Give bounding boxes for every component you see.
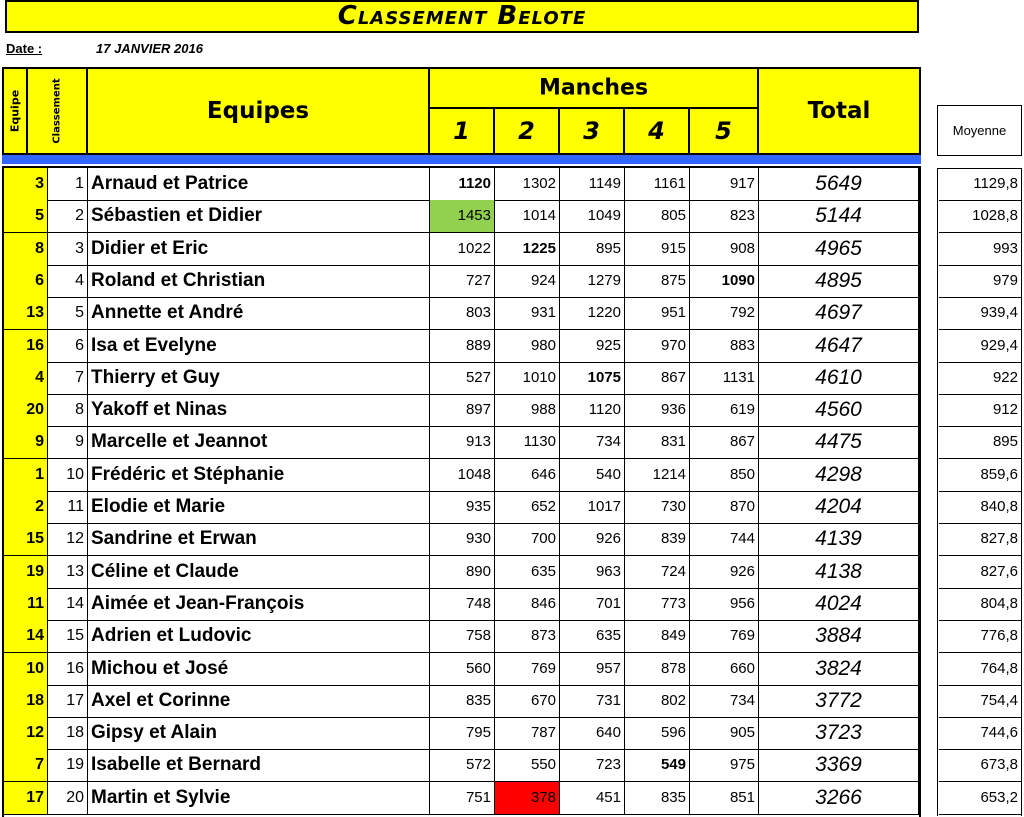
round-2-score: 769 — [495, 653, 560, 686]
team-number: 15 — [4, 523, 48, 556]
total-score: 4204 — [759, 491, 919, 524]
round-4-score: 549 — [625, 749, 690, 782]
header-round-4: 4 — [623, 107, 690, 155]
round-3-score: 734 — [560, 426, 625, 459]
round-4-score: 831 — [625, 426, 690, 459]
round-1-score: 930 — [430, 523, 495, 556]
round-2-score: 924 — [495, 265, 560, 298]
total-score: 4139 — [759, 523, 919, 556]
round-2-score: 1302 — [495, 168, 560, 201]
team-number: 1 — [4, 459, 48, 492]
round-5-score: 905 — [690, 717, 759, 750]
average-score: 776,8 — [939, 620, 1021, 653]
round-1-score: 890 — [430, 556, 495, 589]
rank: 6 — [48, 330, 88, 363]
team-name: Céline et Claude — [88, 556, 430, 589]
round-4-score: 875 — [625, 265, 690, 298]
rank: 11 — [48, 491, 88, 524]
team-name: Didier et Eric — [88, 233, 430, 266]
round-5-score: 823 — [690, 200, 759, 233]
team-number: 7 — [4, 749, 48, 782]
rank: 13 — [48, 556, 88, 589]
header-classement-label: Classement — [51, 78, 63, 144]
average-score: 673,8 — [939, 749, 1021, 782]
total-score: 5649 — [759, 168, 919, 201]
round-1-score: 527 — [430, 362, 495, 395]
total-score: 4610 — [759, 362, 919, 395]
round-1-score: 727 — [430, 265, 495, 298]
round-5-score: 926 — [690, 556, 759, 589]
header-equipes-label: Equipes — [206, 98, 310, 124]
header-manches-label: Manches — [538, 75, 649, 101]
round-1-score: 889 — [430, 330, 495, 363]
average-score: 859,6 — [939, 459, 1021, 492]
rank: 16 — [48, 653, 88, 686]
round-3-score: 1075 — [560, 362, 625, 395]
rank: 19 — [48, 749, 88, 782]
team-name: Martin et Sylvie — [88, 782, 430, 815]
rank: 20 — [48, 782, 88, 815]
round-5-score: 851 — [690, 782, 759, 815]
average-score: 653,2 — [939, 782, 1021, 815]
round-4-score: 878 — [625, 653, 690, 686]
round-5-score: 769 — [690, 620, 759, 653]
table-row — [0, 749, 1024, 782]
round-4-score: 970 — [625, 330, 690, 363]
rank: 12 — [48, 523, 88, 556]
header-equipes — [86, 67, 430, 155]
round-2-score: 1225 — [495, 233, 560, 266]
round-5-score: 850 — [690, 459, 759, 492]
round-2-score: 846 — [495, 588, 560, 621]
round-1-score: 758 — [430, 620, 495, 653]
round-1-score: 935 — [430, 491, 495, 524]
team-number: 2 — [4, 491, 48, 524]
table-row — [0, 556, 1024, 589]
round-2-score: 1010 — [495, 362, 560, 395]
team-name: Thierry et Guy — [88, 362, 430, 395]
round-2-score: 670 — [495, 685, 560, 718]
round-3-score: 701 — [560, 588, 625, 621]
average-score: 979 — [939, 265, 1021, 298]
team-name: Sandrine et Erwan — [88, 523, 430, 556]
round-3-score: 635 — [560, 620, 625, 653]
team-number: 3 — [4, 168, 48, 201]
total-score: 4895 — [759, 265, 919, 298]
round-3-score: 1120 — [560, 394, 625, 427]
page-title: Classement Belote — [5, 0, 919, 33]
average-score: 827,6 — [939, 556, 1021, 589]
total-score: 4298 — [759, 459, 919, 492]
rank: 1 — [48, 168, 88, 201]
average-score: 993 — [939, 233, 1021, 266]
round-5-score: 870 — [690, 491, 759, 524]
round-3-score: 731 — [560, 685, 625, 718]
total-score: 4697 — [759, 297, 919, 330]
total-score: 4475 — [759, 426, 919, 459]
round-4-score: 915 — [625, 233, 690, 266]
average-score: 1028,8 — [939, 200, 1021, 233]
team-name: Elodie et Marie — [88, 491, 430, 524]
round-5-score: 883 — [690, 330, 759, 363]
round-2-score: 1130 — [495, 426, 560, 459]
team-number: 8 — [4, 233, 48, 266]
average-score: 840,8 — [939, 491, 1021, 524]
rank: 7 — [48, 362, 88, 395]
round-3-score: 1049 — [560, 200, 625, 233]
round-4-score: 839 — [625, 523, 690, 556]
round-2-score: 635 — [495, 556, 560, 589]
round-4-score: 936 — [625, 394, 690, 427]
average-score: 939,4 — [939, 297, 1021, 330]
round-2-score: 378 — [495, 782, 560, 815]
team-name: Isa et Evelyne — [88, 330, 430, 363]
round-3-score: 723 — [560, 749, 625, 782]
round-4-score: 724 — [625, 556, 690, 589]
header-round-5: 5 — [688, 107, 759, 155]
header-round-2: 2 — [493, 107, 560, 155]
round-2-score: 646 — [495, 459, 560, 492]
total-score: 3824 — [759, 653, 919, 686]
rank: 8 — [48, 394, 88, 427]
team-name: Aimée et Jean-François — [88, 588, 430, 621]
round-4-score: 596 — [625, 717, 690, 750]
round-3-score: 926 — [560, 523, 625, 556]
header-round-1: 1 — [428, 107, 495, 155]
total-score: 3723 — [759, 717, 919, 750]
round-5-score: 744 — [690, 523, 759, 556]
round-1-score: 751 — [430, 782, 495, 815]
table-row — [0, 491, 1024, 524]
team-number: 4 — [4, 362, 48, 395]
round-3-score: 540 — [560, 459, 625, 492]
team-number: 12 — [4, 717, 48, 750]
rank: 14 — [48, 588, 88, 621]
round-1-score: 803 — [430, 297, 495, 330]
average-score: 804,8 — [939, 588, 1021, 621]
round-4-score: 773 — [625, 588, 690, 621]
average-score: 764,8 — [939, 653, 1021, 686]
round-2-score: 1014 — [495, 200, 560, 233]
team-number: 13 — [4, 297, 48, 330]
round-5-score: 956 — [690, 588, 759, 621]
table-row — [0, 426, 1024, 459]
table-row — [0, 653, 1024, 686]
round-3-score: 895 — [560, 233, 625, 266]
round-3-score: 1149 — [560, 168, 625, 201]
round-2-score: 873 — [495, 620, 560, 653]
header-moyenne: Moyenne — [937, 105, 1022, 156]
header-total-label: Total — [807, 98, 871, 124]
total-score: 3772 — [759, 685, 919, 718]
team-name: Isabelle et Bernard — [88, 749, 430, 782]
team-number: 6 — [4, 265, 48, 298]
team-number: 10 — [4, 653, 48, 686]
team-name: Sébastien et Didier — [88, 200, 430, 233]
rank: 9 — [48, 426, 88, 459]
team-name: Axel et Corinne — [88, 685, 430, 718]
round-5-score: 917 — [690, 168, 759, 201]
team-number: 14 — [4, 620, 48, 653]
table-row — [0, 233, 1024, 266]
round-3-score: 640 — [560, 717, 625, 750]
average-score: 895 — [939, 426, 1021, 459]
date-label: Date : — [6, 41, 43, 56]
table-row — [0, 297, 1024, 330]
round-1-score: 897 — [430, 394, 495, 427]
table-row — [0, 394, 1024, 427]
header-manches — [428, 67, 759, 109]
total-score: 3266 — [759, 782, 919, 815]
rank: 15 — [48, 620, 88, 653]
round-3-score: 1279 — [560, 265, 625, 298]
round-5-score: 734 — [690, 685, 759, 718]
round-4-score: 951 — [625, 297, 690, 330]
rank: 10 — [48, 459, 88, 492]
round-1-score: 1453 — [430, 200, 495, 233]
round-2-score: 988 — [495, 394, 560, 427]
rank: 3 — [48, 233, 88, 266]
rank: 17 — [48, 685, 88, 718]
table-row — [0, 459, 1024, 492]
team-name: Adrien et Ludovic — [88, 620, 430, 653]
round-5-score: 792 — [690, 297, 759, 330]
total-score: 4024 — [759, 588, 919, 621]
average-score: 922 — [939, 362, 1021, 395]
round-3-score: 963 — [560, 556, 625, 589]
round-1-score: 1022 — [430, 233, 495, 266]
table-row — [0, 362, 1024, 395]
header-classement — [26, 67, 88, 155]
round-5-score: 619 — [690, 394, 759, 427]
round-4-score: 1214 — [625, 459, 690, 492]
round-5-score: 908 — [690, 233, 759, 266]
team-name: Roland et Christian — [88, 265, 430, 298]
team-name: Marcelle et Jeannot — [88, 426, 430, 459]
team-number: 19 — [4, 556, 48, 589]
round-5-score: 1090 — [690, 265, 759, 298]
round-1-score: 572 — [430, 749, 495, 782]
round-5-score: 975 — [690, 749, 759, 782]
header-total — [757, 67, 921, 155]
team-number: 18 — [4, 685, 48, 718]
team-name: Michou et José — [88, 653, 430, 686]
round-2-score: 700 — [495, 523, 560, 556]
team-name: Yakoff et Ninas — [88, 394, 430, 427]
table-row — [0, 330, 1024, 363]
table-row — [0, 168, 1024, 201]
rank: 18 — [48, 717, 88, 750]
round-4-score: 730 — [625, 491, 690, 524]
team-name: Arnaud et Patrice — [88, 168, 430, 201]
team-number: 20 — [4, 394, 48, 427]
total-score: 3369 — [759, 749, 919, 782]
table-row — [0, 620, 1024, 653]
total-score: 3884 — [759, 620, 919, 653]
average-score: 929,4 — [939, 330, 1021, 363]
round-1-score: 560 — [430, 653, 495, 686]
team-number: 9 — [4, 426, 48, 459]
rank: 4 — [48, 265, 88, 298]
round-3-score: 925 — [560, 330, 625, 363]
round-3-score: 957 — [560, 653, 625, 686]
round-5-score: 660 — [690, 653, 759, 686]
total-score: 4647 — [759, 330, 919, 363]
round-2-score: 652 — [495, 491, 560, 524]
round-2-score: 980 — [495, 330, 560, 363]
total-score: 4560 — [759, 394, 919, 427]
team-number: 5 — [4, 200, 48, 233]
average-score: 912 — [939, 394, 1021, 427]
team-number: 16 — [4, 330, 48, 363]
round-2-score: 550 — [495, 749, 560, 782]
round-1-score: 1120 — [430, 168, 495, 201]
average-score: 754,4 — [939, 685, 1021, 718]
table-row — [0, 200, 1024, 233]
round-4-score: 849 — [625, 620, 690, 653]
date-value: 17 JANVIER 2016 — [96, 41, 203, 56]
round-4-score: 867 — [625, 362, 690, 395]
round-3-score: 1220 — [560, 297, 625, 330]
average-score: 744,6 — [939, 717, 1021, 750]
total-score: 5144 — [759, 200, 919, 233]
team-number: 17 — [4, 782, 48, 815]
header-equipe-label: Equipe — [8, 89, 22, 133]
total-score: 4965 — [759, 233, 919, 266]
round-5-score: 1131 — [690, 362, 759, 395]
round-4-score: 835 — [625, 782, 690, 815]
table-row — [0, 782, 1024, 815]
header-equipe — [2, 67, 28, 155]
average-score: 1129,8 — [939, 168, 1021, 201]
round-1-score: 835 — [430, 685, 495, 718]
round-5-score: 867 — [690, 426, 759, 459]
table-row — [0, 685, 1024, 718]
average-score: 827,8 — [939, 523, 1021, 556]
team-number: 11 — [4, 588, 48, 621]
total-score: 4138 — [759, 556, 919, 589]
rank: 2 — [48, 200, 88, 233]
round-1-score: 913 — [430, 426, 495, 459]
round-3-score: 1017 — [560, 491, 625, 524]
team-name: Annette et André — [88, 297, 430, 330]
team-name: Gipsy et Alain — [88, 717, 430, 750]
round-1-score: 748 — [430, 588, 495, 621]
team-name: Frédéric et Stéphanie — [88, 459, 430, 492]
table-row — [0, 717, 1024, 750]
round-1-score: 795 — [430, 717, 495, 750]
header-separator — [2, 155, 921, 164]
round-2-score: 787 — [495, 717, 560, 750]
round-1-score: 1048 — [430, 459, 495, 492]
round-4-score: 1161 — [625, 168, 690, 201]
round-2-score: 931 — [495, 297, 560, 330]
header-round-3: 3 — [558, 107, 625, 155]
round-3-score: 451 — [560, 782, 625, 815]
round-4-score: 802 — [625, 685, 690, 718]
table-row — [0, 265, 1024, 298]
table-row — [0, 523, 1024, 556]
rank: 5 — [48, 297, 88, 330]
round-4-score: 805 — [625, 200, 690, 233]
table-row — [0, 588, 1024, 621]
